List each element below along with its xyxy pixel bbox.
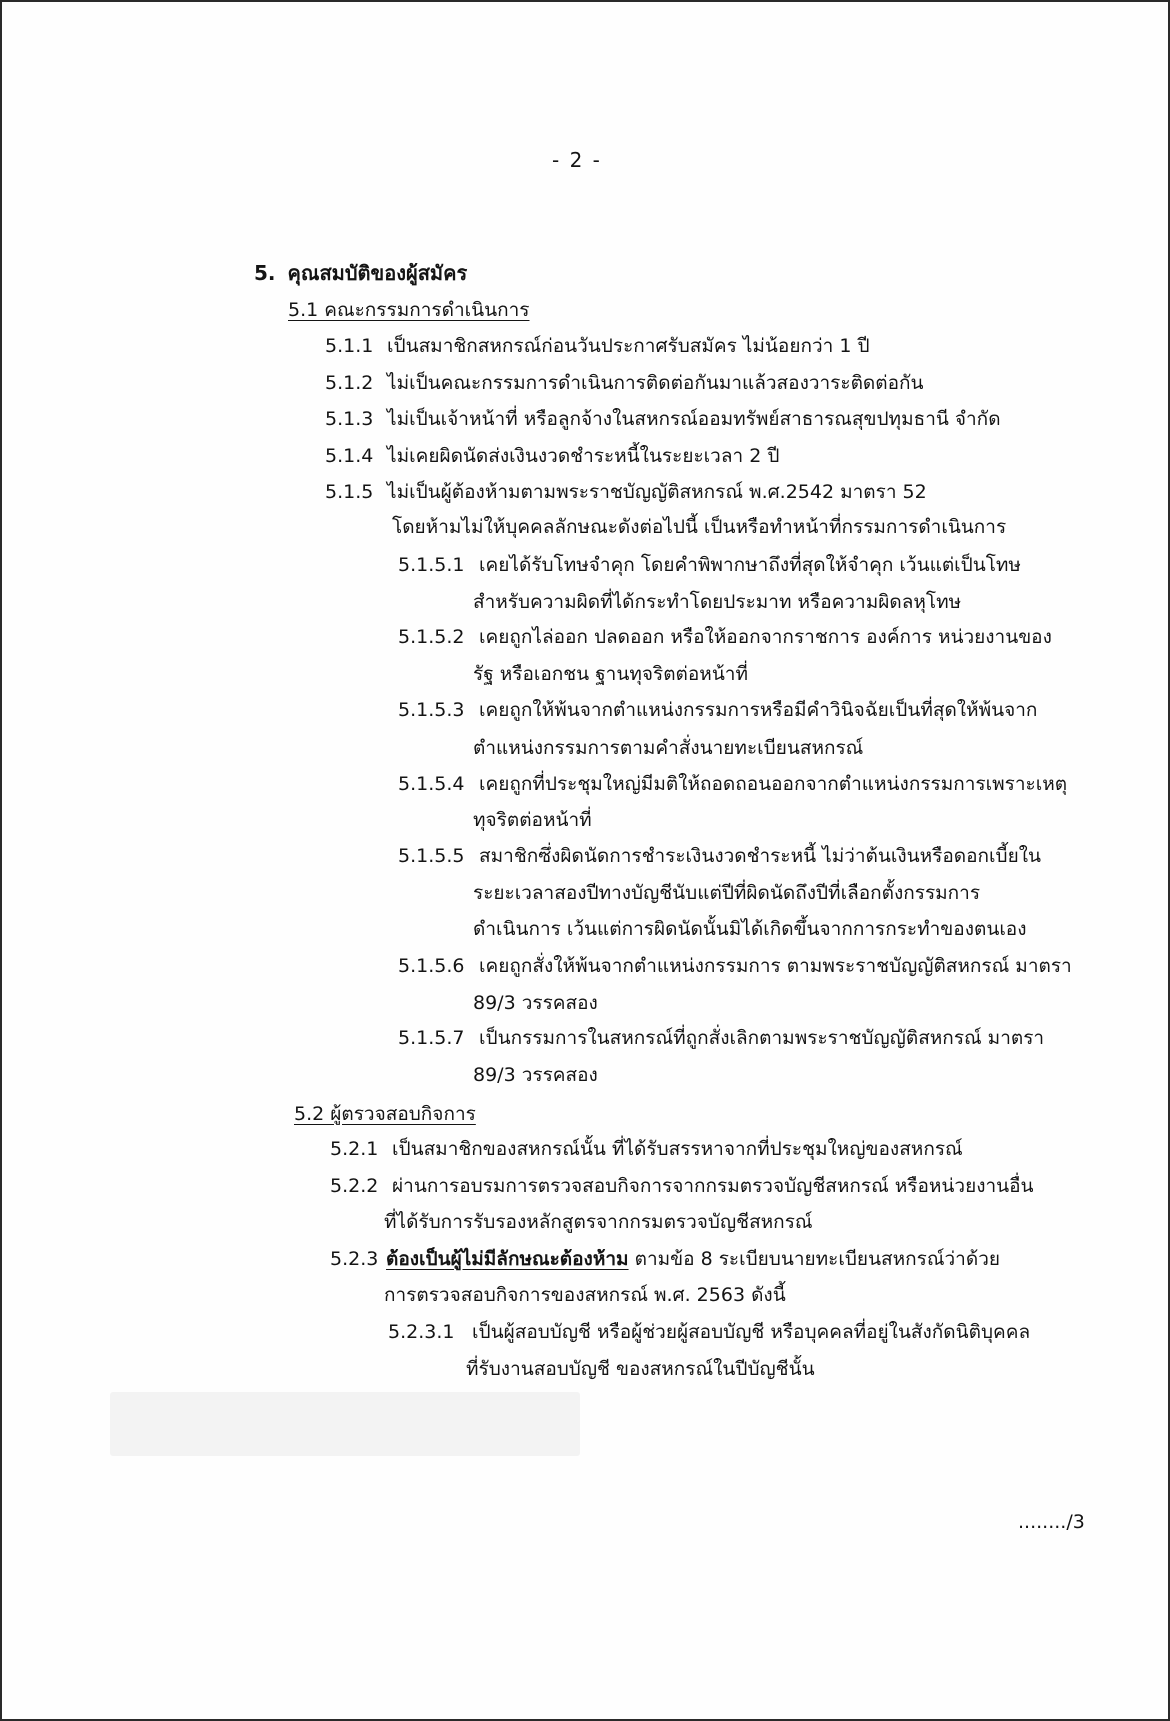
subsection-heading-5-1: 5.1 คณะกรรมการดำเนินการ [288, 299, 530, 321]
item-number: 5.2.3 [330, 1248, 379, 1270]
item-5-1-4 [325, 443, 779, 469]
subitem-5-1-5-6-line2: 89/3 วรรคสอง [473, 992, 598, 1014]
item-text: เป็นกรรมการในสหกรณ์ที่ถูกสั่งเลิกตามพระราชบัญญัติสหกรณ์ มาตรา [479, 1027, 1045, 1049]
item-number: 5.1.5.2 [398, 626, 465, 648]
item-number: 5.2.2 [330, 1175, 379, 1197]
item-text: เคยถูกสั่งให้พ้นจากตำแหน่งกรรมการ ตามพระราชบัญญัติสหกรณ์ มาตรา [479, 955, 1072, 977]
item-text: ไม่เป็นคณะกรรมการดำเนินการติดต่อกันมาแล้วสองวาระติดต่อกัน [387, 372, 924, 394]
subitem-5-1-5-7-line2: 89/3 วรรคสอง [473, 1064, 598, 1086]
item-5-1-3 [325, 406, 1001, 432]
item-text: ไม่เป็นผู้ต้องห้ามตามพระราชบัญญัติสหกรณ์ พ.ศ.2542 มาตรา 52 [387, 481, 927, 503]
subitem-5-2-3-1-line2: ที่รับงานสอบบัญชี ของสหกรณ์ในปีบัญชีนั้น [466, 1358, 815, 1380]
show-through [110, 1392, 580, 1456]
item-number: 5.1.5.1 [398, 554, 465, 576]
item-5-1-2 [325, 370, 924, 396]
item-text: เคยถูกให้พ้นจากตำแหน่งกรรมการหรือมีคำวินิจฉัยเป็นที่สุดให้พ้นจาก [479, 699, 1038, 721]
subitem-5-1-5-5-line3: ดำเนินการ เว้นแต่การผิดนัดนั้นมิได้เกิดขึ้นจากการกระทำของตนเอง [473, 918, 1027, 940]
item-number: 5.1.5.3 [398, 699, 465, 721]
item-number: 5.1.5.7 [398, 1027, 465, 1049]
item-number: 5.1.2 [325, 372, 374, 394]
item-number: 5.1.1 [325, 335, 374, 357]
subitem-5-1-5-1-line2: สำหรับความผิดที่ได้กระทำโดยประมาท หรือความผิดลหุโทษ [473, 591, 962, 613]
page-number: - 2 - [552, 148, 602, 172]
item-5-2-2 [330, 1173, 1034, 1199]
subitem-5-1-5-2-line2: รัฐ หรือเอกชน ฐานทุจริตต่อหน้าที่ [473, 663, 748, 685]
section-heading [254, 260, 467, 286]
item-text: ไม่เป็นเจ้าหน้าที่ หรือลูกจ้างในสหกรณ์ออมทรัพย์สาธารณสุขปทุมธานี จำกัด [387, 408, 1001, 430]
item-text: สมาชิกซึ่งผิดนัดการชำระเงินงวดชำระหนี้ ไม่ว่าต้นเงินหรือดอกเบี้ยใน [479, 845, 1041, 867]
subitem-5-1-5-6 [398, 953, 1072, 979]
subitem-5-1-5-2 [398, 624, 1052, 650]
section-title: คุณสมบัติของผู้สมัคร [287, 261, 468, 285]
subitem-5-1-5-3-line2: ตำแหน่งกรรมการตามคำสั่งนายทะเบียนสหกรณ์ [473, 737, 864, 759]
item-text: ตามข้อ 8 ระเบียบนายทะเบียนสหกรณ์ว่าด้วย [628, 1248, 1000, 1270]
item-number: 5.1.5.5 [398, 845, 465, 867]
subitem-5-1-5-4-line2: ทุจริตต่อหน้าที่ [473, 809, 592, 831]
item-number: 5.1.4 [325, 445, 374, 467]
subitem-5-1-5-4 [398, 771, 1067, 797]
item-5-1-5-continuation: โดยห้ามไม่ให้บุคคลลักษณะดังต่อไปนี้ เป็นหรือทำหน้าที่กรรมการดำเนินการ [392, 516, 1007, 538]
item-5-2-2-continuation: ที่ได้รับการรับรองหลักสูตรจากกรมตรวจบัญชีสหกรณ์ [384, 1211, 813, 1233]
subitem-5-1-5-5-line2: ระยะเวลาสองปีทางบัญชีนับแต่ปีที่ผิดนัดถึงปีที่เลือกตั้งกรรมการ [473, 882, 981, 904]
item-number: 5.2.1 [330, 1138, 379, 1160]
item-text: เป็นสมาชิกของสหกรณ์นั้น ที่ได้รับสรรหาจากที่ประชุมใหญ่ของสหกรณ์ [392, 1138, 963, 1160]
item-number: 5.1.3 [325, 408, 374, 430]
item-number: 5.1.5.4 [398, 773, 465, 795]
item-5-2-1 [330, 1136, 963, 1162]
item-number: 5.1.5 [325, 481, 374, 503]
item-text: เป็นสมาชิกสหกรณ์ก่อนวันประกาศรับสมัคร ไม่น้อยกว่า 1 ปี [387, 335, 870, 357]
subitem-5-1-5-1 [398, 552, 1021, 578]
item-text: เคยถูกไล่ออก ปลดออก หรือให้ออกจากราชการ องค์การ หน่วยงานของ [479, 626, 1052, 648]
subitem-5-1-5-7 [398, 1025, 1044, 1051]
subitem-5-1-5-3 [398, 697, 1037, 723]
next-page-indicator: ......../3 [1018, 1511, 1085, 1533]
item-number: 5.2.3.1 [388, 1321, 455, 1343]
item-text: ไม่เคยผิดนัดส่งเงินงวดชำระหนี้ในระยะเวลา 2 ปี [387, 445, 780, 467]
item-5-2-3-continuation: การตรวจสอบกิจการของสหกรณ์ พ.ศ. 2563 ดังนี้ [384, 1284, 786, 1306]
item-text: เป็นผู้สอบบัญชี หรือผู้ช่วยผู้สอบบัญชี หรือบุคคลที่อยู่ในสังกัดนิติบุคคล [472, 1321, 1031, 1343]
subitem-5-2-3-1 [388, 1319, 1030, 1345]
item-text: ผ่านการอบรมการตรวจสอบกิจการจากกรมตรวจบัญชีสหกรณ์ หรือหน่วยงานอื่น [392, 1175, 1034, 1197]
section-number: 5. [254, 261, 276, 285]
item-text: เคยถูกที่ประชุมใหญ่มีมติให้ถอดถอนออกจากตำแหน่งกรรมการเพราะเหตุ [479, 773, 1068, 795]
item-emphasis: ต้องเป็นผู้ไม่มีลักษณะต้องห้าม [386, 1248, 629, 1270]
item-5-1-1 [325, 333, 870, 359]
subsection-heading-5-2: 5.2 ผู้ตรวจสอบกิจการ [294, 1103, 476, 1125]
item-5-1-5 [325, 479, 927, 505]
subitem-5-1-5-5 [398, 843, 1041, 869]
item-text: เคยได้รับโทษจำคุก โดยคำพิพากษาถึงที่สุดให้จำคุก เว้นแต่เป็นโทษ [479, 554, 1021, 576]
item-5-2-3 [330, 1246, 1000, 1272]
item-number: 5.1.5.6 [398, 955, 465, 977]
